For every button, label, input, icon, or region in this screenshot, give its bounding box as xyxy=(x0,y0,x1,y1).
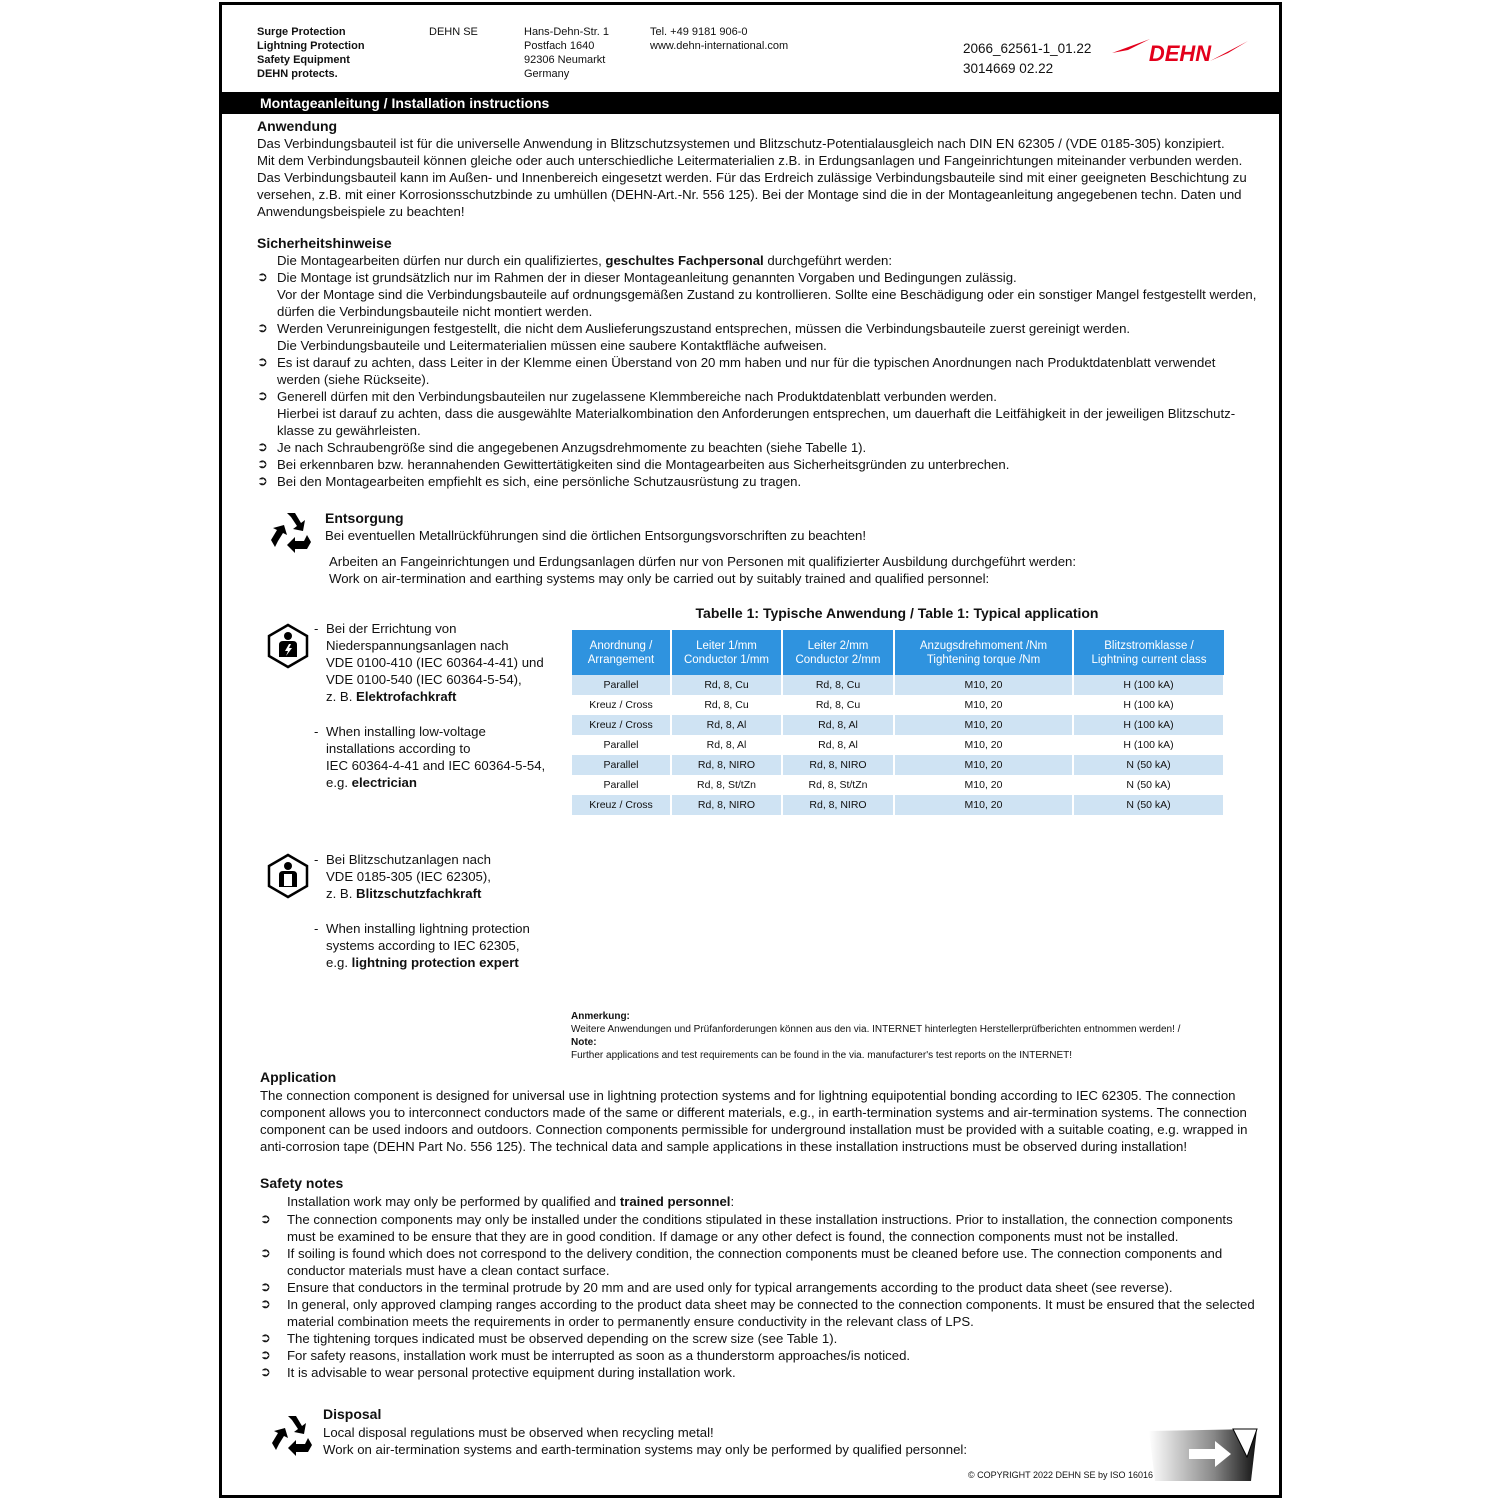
text-line: Niederspannungsanlagen nach xyxy=(326,638,509,653)
lightning-expert-icon xyxy=(265,853,311,904)
bullet-arrow-icon: ➲ xyxy=(260,1364,271,1379)
table-cell: Rd, 8, Al xyxy=(671,715,782,735)
address-line: Hans-Dehn-Str. 1 xyxy=(524,26,609,38)
list-item xyxy=(260,1330,1255,1347)
table-header-row xyxy=(572,630,1224,675)
bullet-arrow-icon: ➲ xyxy=(257,456,268,471)
text-line: component can be used indoors and outdoors. Connection components permissible for underground installation must be provided with a suitable coating, e.g. wrapped in xyxy=(260,1122,1248,1137)
table-cell: Rd, 8, Cu xyxy=(782,695,894,715)
table-row xyxy=(572,755,1224,775)
table-cell: Rd, 8, NIRO xyxy=(671,755,782,775)
phone-number: Tel. +49 9181 906-0 xyxy=(650,26,748,38)
text-line: z. B. Blitzschutzfachkraft xyxy=(326,886,482,901)
list-item xyxy=(257,269,1267,320)
application-text-de xyxy=(257,135,1253,220)
table-cell: Rd, 8, Cu xyxy=(671,675,782,695)
address-line: Germany xyxy=(524,68,570,80)
list-item xyxy=(257,456,1267,473)
bullet-arrow-icon: ➲ xyxy=(257,388,268,403)
text-line: e.g. lightning protection expert xyxy=(326,955,519,970)
table-row xyxy=(572,675,1224,695)
header-address xyxy=(524,25,609,81)
bullet-text: If soiling is found which does not correspond to the delivery condition, the connection components must be cleaned before use. The connection components and xyxy=(287,1246,1223,1261)
bullet-arrow-icon: ➲ xyxy=(257,354,268,369)
table-cell: M10, 20 xyxy=(894,715,1073,735)
text-line: Local disposal regulations must be observed when recycling metal! xyxy=(323,1425,714,1440)
doc-code: 3014669 02.22 xyxy=(963,61,1054,76)
note-label-en: Note: xyxy=(571,1037,597,1048)
table-cell: Parallel xyxy=(572,755,671,775)
person-block-lightning-expert xyxy=(314,851,530,971)
table-cell: N (50 kA) xyxy=(1073,755,1224,775)
table-cell: Parallel xyxy=(572,775,671,795)
header-category: DEHN protects. xyxy=(257,68,338,80)
table-row xyxy=(572,695,1224,715)
list-item xyxy=(257,354,1267,388)
bullet-text: Die Verbindungsbauteile und Leitermaterialien müssen eine saubere Kontaktfläche aufweisen. xyxy=(277,338,827,353)
application-text-en xyxy=(260,1087,1247,1155)
table-cell: Kreuz / Cross xyxy=(572,715,671,735)
table-cell: Parallel xyxy=(572,675,671,695)
recycle-icon xyxy=(267,507,315,560)
application-heading-en: Application xyxy=(260,1069,337,1085)
doc-number: 2066_62561-1_01.22 xyxy=(963,41,1092,56)
bullet-arrow-icon: ➲ xyxy=(257,269,268,284)
website-link[interactable]: www.dehn-international.com xyxy=(650,40,789,52)
disposal-heading-en: Disposal xyxy=(323,1406,382,1422)
table-row xyxy=(572,735,1224,755)
bullet-arrow-icon: ➲ xyxy=(257,439,268,454)
copyright-text: © COPYRIGHT 2022 DEHN SE by ISO 16016 xyxy=(968,1470,1154,1480)
bullet-text: Es ist darauf zu achten, dass Leiter in der Klemme einen Überstand von 20 mm haben und nur für die typischen Anordnungen nach Produktdatenblatt verwendet xyxy=(277,355,1216,370)
text-line: VDE 0100-410 (IEC 60364-4-41) und xyxy=(326,655,544,670)
bullet-text: Bei den Montagearbeiten empfiehlt es sich, eine persönliche Schutzausrüstung zu tragen. xyxy=(277,474,802,489)
bullet-text: In general, only approved clamping ranges according to the product data sheet may be connected to the connection components. It must be ensured that the selected xyxy=(287,1297,1255,1312)
bullet-arrow-icon: ➲ xyxy=(257,320,268,335)
table-caption: Tabelle 1: Typische Anwendung / Table 1: Typical application xyxy=(695,605,1099,621)
header-category: Lightning Protection xyxy=(257,40,365,52)
qualified-text-de: Arbeiten an Fangeinrichtungen und Erdungsanlagen dürfen nur von Personen mit qualifizierter Ausbildung durchgeführt werden: xyxy=(329,554,1077,569)
table-cell: Kreuz / Cross xyxy=(572,795,671,815)
safety-list-en xyxy=(260,1211,1255,1381)
table-cell: H (100 kA) xyxy=(1073,715,1224,735)
table-cell: Rd, 8, NIRO xyxy=(671,795,782,815)
bullet-arrow-icon: ➲ xyxy=(260,1347,271,1362)
header-contact xyxy=(650,25,788,53)
table-cell: M10, 20 xyxy=(894,795,1073,815)
text-line: VDE 0185-305 (IEC 62305), xyxy=(326,869,491,884)
intro-text: : xyxy=(730,1194,735,1209)
column-header: Blitzstromklasse / Lightning current class xyxy=(1073,630,1224,675)
column-header: Leiter 2/mm Conductor 2/mm xyxy=(782,630,894,675)
bullet-text: dürfen die Verbindungsbauteile nicht montiert werden. xyxy=(277,304,593,319)
table-cell: Kreuz / Cross xyxy=(572,695,671,715)
note-text-en: Further applications and test requirements can be found in the via. manufacturer's test reports on the INTERNET! xyxy=(571,1050,1073,1061)
bullet-text: werden (siehe Rückseite). xyxy=(277,372,430,387)
intro-text: Die Montagearbeiten dürfen nur durch ein qualifiziertes, xyxy=(277,253,606,268)
table-cell: Rd, 8, NIRO xyxy=(782,755,894,775)
table-cell: N (50 kA) xyxy=(1073,795,1224,815)
bullet-arrow-icon: ➲ xyxy=(260,1211,271,1226)
intro-bold: trained personnel xyxy=(619,1194,731,1209)
list-item xyxy=(257,473,1267,490)
text-line: VDE 0100-540 (IEC 60364-5-54), xyxy=(326,672,522,687)
bullet-arrow-icon: ➲ xyxy=(260,1330,271,1345)
column-header: Anordnung / Arrangement xyxy=(572,630,671,675)
application-heading-de: Anwendung xyxy=(257,118,338,134)
table-cell: H (100 kA) xyxy=(1073,695,1224,715)
safety-list-de xyxy=(257,269,1267,490)
table-cell: Rd, 8, NIRO xyxy=(782,795,894,815)
bullet-text: For safety reasons, installation work must be interrupted as soon as a thunderstorm approaches/is noticed. xyxy=(287,1348,911,1363)
table-cell: Rd, 8, Cu xyxy=(782,675,894,695)
header-category: Surge Protection xyxy=(257,26,346,38)
text-line: e.g. electrician xyxy=(326,775,417,790)
table-cell: M10, 20 xyxy=(894,675,1073,695)
table-cell: Rd, 8, St/tZn xyxy=(671,775,782,795)
list-item xyxy=(260,1296,1255,1330)
bullet-text: The connection components may only be installed under the conditions stipulated in these installation instructions. Prior to installation, the connection components xyxy=(287,1212,1233,1227)
note-label-de: Anmerkung: xyxy=(571,1011,630,1022)
table-cell: M10, 20 xyxy=(894,775,1073,795)
text-line: - When installing lightning protection xyxy=(314,921,530,936)
table-cell: Rd, 8, St/tZn xyxy=(782,775,894,795)
bullet-arrow-icon: ➲ xyxy=(260,1279,271,1294)
table-cell: Parallel xyxy=(572,735,671,755)
person-block-electrician xyxy=(314,620,545,791)
bullet-text: Ensure that conductors in the terminal protrude by 20 mm and are used only for typical arrangements according to the product data sheet (see reverse). xyxy=(287,1280,1173,1295)
note-text-de: Weitere Anwendungen und Prüfanforderungen können aus den via. INTERNET hinterlegten Herstellerprüfberichten entnommen werden! / xyxy=(571,1024,1181,1035)
bullet-arrow-icon: ➲ xyxy=(257,473,268,488)
list-item xyxy=(260,1347,1255,1364)
text-line: - Bei Blitzschutzanlagen nach xyxy=(314,852,491,867)
dehn-logo xyxy=(1110,33,1250,73)
bullet-text: Generell dürfen mit den Verbindungsbauteilen nur zugelassene Klemmbereiche nach Produktdatenblatt verbunden werden. xyxy=(277,389,997,404)
application-table xyxy=(572,630,1225,815)
table-cell: H (100 kA) xyxy=(1073,735,1224,755)
header-categories xyxy=(257,25,365,81)
header-category: Safety Equipment xyxy=(257,54,350,66)
disposal-text-en xyxy=(323,1424,967,1458)
bullet-text: klasse zu gewährleisten. xyxy=(277,423,421,438)
intro-text: durchgeführt werden: xyxy=(763,253,893,268)
text-line: Mit dem Verbindungsbauteil können gleiche oder auch unterschiedliche Leitermaterialien z.B. in Erdungsanlagen und Fangeinrichtungen miteinander verbunden werden. xyxy=(257,153,1243,168)
qualified-text-en: Work on air-termination and earthing systems may only be carried out by suitably trained and qualified personnel: xyxy=(329,571,990,586)
text-line: IEC 60364-4-41 and IEC 60364-5-54, xyxy=(326,758,546,773)
table-cell: M10, 20 xyxy=(894,735,1073,755)
safety-heading-de: Sicherheitshinweise xyxy=(257,235,392,251)
text-line: - When installing low-voltage xyxy=(314,724,486,739)
table-cell: Rd, 8, Al xyxy=(671,735,782,755)
table-cell: H (100 kA) xyxy=(1073,675,1224,695)
bullet-text: Die Montage ist grundsätzlich nur im Rahmen der in dieser Montageanleitung genannten Vorgaben und Bedingungen zulässig. xyxy=(277,270,1017,285)
bullet-text: conductor materials must have a clean contact surface. xyxy=(287,1263,610,1278)
text-line: z. B. Elektrofachkraft xyxy=(326,689,457,704)
header-company: DEHN SE xyxy=(429,26,478,38)
column-header: Anzugsdrehmoment /Nm Tightening torque /Nm xyxy=(894,630,1073,675)
bullet-text: Vor der Montage sind die Verbindungsbauteile auf ordnungsgemäßen Zustand zu kontrollieren. Sollte eine Beschädigung oder ein sonstiger Mangel festgestellt werden, xyxy=(277,287,1257,302)
logo-text: DEHN xyxy=(1148,41,1212,66)
page-title: Montageanleitung / Installation instructions xyxy=(260,95,550,111)
bullet-arrow-icon: ➲ xyxy=(260,1245,271,1260)
intro-text: Installation work may only be performed by qualified and xyxy=(287,1194,620,1209)
table-row xyxy=(572,775,1224,795)
text-line: - Bei der Errichtung von xyxy=(314,621,457,636)
column-header: Leiter 1/mm Conductor 1/mm xyxy=(671,630,782,675)
text-line: installations according to xyxy=(326,741,471,756)
text-line: Das Verbindungsbauteil kann im Außen- und Innenbereich eingesetzt werden. Für das Erdreich zulässige Verbindungsbauteile sind mit einer geeigneten Beschichtung zu xyxy=(257,170,1247,185)
text-line: The connection component is designed for universal use in lightning protection systems and for lightning equipotential bonding according to IEC 62305. The connection xyxy=(260,1088,1236,1103)
bullet-text: material combination meets the requirements in order to permanently ensure conductivity in the relevant class of LPS. xyxy=(287,1314,974,1329)
bullet-text: The tightening torques indicated must be observed depending on the screw size (see Table 1). xyxy=(287,1331,838,1346)
text-line: systems according to IEC 62305, xyxy=(326,938,520,953)
table-cell: M10, 20 xyxy=(894,755,1073,775)
intro-bold: geschultes Fachpersonal xyxy=(605,253,764,268)
dehn-logo-icon xyxy=(1110,33,1250,73)
list-item xyxy=(260,1211,1255,1245)
address-line: Postfach 1640 xyxy=(524,40,595,52)
table-cell: Rd, 8, Al xyxy=(782,735,894,755)
safety-intro-de xyxy=(277,252,892,269)
text-line: versehen, z.B. mit einer Korrosionsschutzbinde zu umhüllen (DEHN-Art.-Nr. 556 125). Bei der Montage sind die in der Montageanleitung angegebenen techn. Daten und xyxy=(257,187,1242,202)
bullet-text: Werden Verunreinigungen festgestellt, die nicht dem Auslieferungszustand entsprechen, müssen die Verbindungsbauteile zuerst gereinigt werden. xyxy=(277,321,1131,336)
list-item xyxy=(260,1279,1255,1296)
address-line: 92306 Neumarkt xyxy=(524,54,606,66)
table-row xyxy=(572,715,1224,735)
safety-heading-en: Safety notes xyxy=(260,1175,344,1191)
table-cell: Rd, 8, Cu xyxy=(671,695,782,715)
text-line: Das Verbindungsbauteil ist für die universelle Anwendung in Blitzschutzsystemen und Blitzschutz-Potentialausgleich nach DIN EN 62305 / (VDE 0185-305) konzipiert. xyxy=(257,136,1225,151)
bullet-text: Bei erkennbaren bzw. herannahenden Gewittertätigkeiten sind die Montagearbeiten aus Sicherheitsgründen zu unterbrechen. xyxy=(277,457,1010,472)
table-cell: N (50 kA) xyxy=(1073,775,1224,795)
list-item xyxy=(260,1245,1255,1279)
text-line: Anwendungsbeispiele zu beachten! xyxy=(257,204,465,219)
document-page xyxy=(219,2,1282,1498)
list-item xyxy=(257,388,1267,439)
bullet-arrow-icon: ➲ xyxy=(260,1296,271,1311)
bullet-text: It is advisable to wear personal protective equipment during installation work. xyxy=(287,1365,736,1380)
disposal-text-de: Bei eventuellen Metallrückführungen sind die örtlichen Entsorgungsvorschriften zu beachten! xyxy=(325,528,867,543)
text-line: anti-corrosion tape (DEHN Part No. 556 125). The technical data and sample applications in these installation instructions must be observed during installation! xyxy=(260,1139,1188,1154)
note-block xyxy=(571,1010,1180,1062)
list-item xyxy=(257,320,1267,354)
list-item xyxy=(260,1364,1255,1381)
table-cell: M10, 20 xyxy=(894,695,1073,715)
recycle-icon xyxy=(268,1410,316,1463)
bullet-text: Je nach Schraubengröße sind die angegebenen Anzugsdrehmomente zu beachten (siehe Tabelle 1). xyxy=(277,440,867,455)
title-bar xyxy=(222,92,1279,114)
bullet-text: must be examined to be ensure that they are in good condition. If damage or any other defect is found, the connection components must not be installed. xyxy=(287,1229,1179,1244)
page-turn-arrow-icon[interactable] xyxy=(1149,1427,1259,1488)
doc-identifiers xyxy=(963,39,1091,79)
text-line: component allows you to interconnect conductors made of the same or different materials, e.g., in earth-termination systems and air-termination systems. The connection xyxy=(260,1105,1247,1120)
list-item xyxy=(257,439,1267,456)
text-line: Work on air-termination systems and earth-termination systems may only be performed by qualified personnel: xyxy=(323,1442,968,1457)
table-cell: Rd, 8, Al xyxy=(782,715,894,735)
safety-intro-en xyxy=(287,1193,734,1210)
disposal-heading-de: Entsorgung xyxy=(325,510,404,526)
electrician-icon xyxy=(265,623,311,674)
table-row xyxy=(572,795,1224,815)
bullet-text: Hierbei ist darauf zu achten, dass die ausgewählte Materialkombination den Anforderungen entsprechen, um dauerhaft die Leitfähigkeit in der jeweiligen Blitzschutz- xyxy=(277,406,1236,421)
